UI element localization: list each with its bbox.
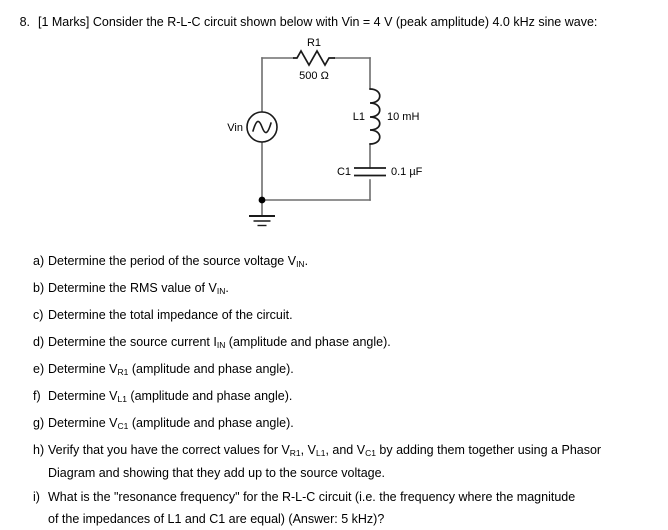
- question-number: 8.: [19, 15, 30, 29]
- part-g-sub: C1: [117, 421, 129, 431]
- resistor-ref-label: R1: [306, 37, 322, 49]
- list-item-e: [0, 356, 668, 383]
- part-text-i: [48, 484, 583, 530]
- part-i-line2: of the impedances of L1 and C1 are equal) (Answer: 5 kHz)?: [48, 512, 385, 526]
- part-h-seg3: , and V: [325, 443, 366, 457]
- list-item-a: [0, 248, 668, 275]
- part-b-post: .: [225, 281, 229, 295]
- part-i-line1: What is the "resonance frequency" for the R-L-C circuit (i.e. the frequency where the magnitude: [48, 490, 576, 504]
- part-letter-i: i): [33, 490, 40, 504]
- capacitor-ref-label: C1: [336, 166, 351, 178]
- list-item-i: [0, 484, 668, 530]
- part-text-a: [48, 248, 316, 275]
- part-e-pre: Determine V: [48, 362, 118, 376]
- part-letter-g: g): [33, 416, 45, 430]
- part-d-pre: Determine the source current I: [48, 335, 217, 349]
- part-text-b: [48, 275, 237, 302]
- part-text-c: [48, 302, 301, 329]
- capacitor-value-label: 0.1 µF: [391, 166, 423, 178]
- part-h-line2: Diagram and showing that they add up to the source voltage.: [48, 466, 386, 480]
- inductor-ref-label: L1: [352, 111, 365, 123]
- source-label: Vin: [227, 122, 243, 134]
- part-c-pre: Determine the total impedance of the circuit.: [48, 308, 293, 322]
- part-letter-e: e): [33, 362, 45, 376]
- resistor-value-label: 500 Ω: [299, 70, 329, 82]
- ground-icon: [249, 216, 275, 226]
- part-h-sub3: C1: [365, 448, 376, 458]
- list-item-c: [0, 302, 668, 329]
- part-text-e: [48, 356, 302, 383]
- part-letter-f: f): [33, 389, 41, 403]
- part-f-pre: Determine V: [48, 389, 118, 403]
- inductor-value-label: 10 mH: [387, 111, 420, 123]
- part-f-post: (amplitude and phase angle).: [126, 389, 293, 403]
- part-h-seg1: Verify that you have the correct values for V: [48, 443, 290, 457]
- question-header: [0, 14, 668, 30]
- part-letter-c: c): [33, 308, 44, 322]
- list-item-h: [0, 437, 668, 484]
- part-text-g: [48, 410, 302, 437]
- inductor-icon: [370, 89, 380, 144]
- part-f-sub: L1: [117, 394, 127, 404]
- question-prompt: [1 Marks] Consider the R-L-C circuit shown below with Vin = 4 V (peak amplitude) 4.0 kHz sine wave:: [38, 15, 598, 29]
- part-d-sub: IN: [216, 340, 226, 350]
- part-e-post: (amplitude and phase angle).: [128, 362, 294, 376]
- part-text-f: [48, 383, 300, 410]
- part-g-post: (amplitude and phase angle).: [128, 416, 294, 430]
- part-letter-a: a): [33, 254, 45, 268]
- part-g-pre: Determine V: [48, 416, 118, 430]
- ac-source-icon: [247, 112, 277, 142]
- part-h-sub1: R1: [289, 448, 301, 458]
- list-item-g: [0, 410, 668, 437]
- resistor-icon: [293, 51, 335, 65]
- part-a-sub: IN: [296, 259, 305, 269]
- part-h-seg4: by adding them together using a Phasor: [375, 443, 602, 457]
- circuit-diagram: [215, 36, 485, 236]
- capacitor-icon: [354, 168, 386, 176]
- list-item-b: [0, 275, 668, 302]
- parts-list: [0, 248, 668, 530]
- part-e-sub: R1: [117, 367, 129, 377]
- part-text-h: [48, 437, 609, 484]
- part-letter-h: h): [33, 443, 45, 457]
- part-h-seg2: , V: [300, 443, 316, 457]
- part-a-post: .: [304, 254, 309, 268]
- part-b-pre: Determine the RMS value of V: [48, 281, 217, 295]
- part-h-sub2: L1: [315, 448, 326, 458]
- part-a-pre: Determine the period of the source voltage V: [48, 254, 297, 268]
- part-text-d: [48, 329, 399, 356]
- part-d-post: (amplitude and phase angle).: [225, 335, 391, 349]
- list-item-f: [0, 383, 668, 410]
- part-letter-b: b): [33, 281, 45, 295]
- part-b-sub: IN: [216, 286, 226, 296]
- junction-dot: [259, 197, 266, 204]
- list-item-d: [0, 329, 668, 356]
- part-letter-d: d): [33, 335, 45, 349]
